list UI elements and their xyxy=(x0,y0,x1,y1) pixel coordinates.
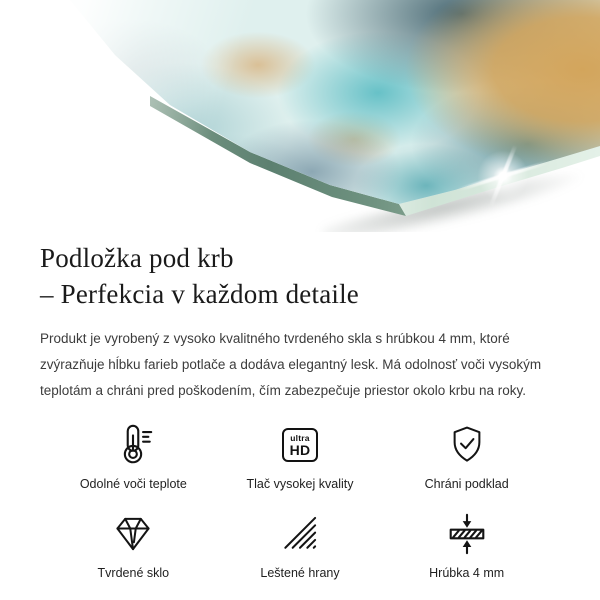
product-photo xyxy=(0,0,600,232)
feature-tempered-glass xyxy=(50,511,217,580)
product-info-section xyxy=(0,232,600,580)
feature-print-quality xyxy=(217,422,384,491)
feature-label: Tlač vysokej kvality xyxy=(246,477,354,491)
feature-polished-edges xyxy=(217,511,384,580)
product-description: Produkt je vyrobený z vysoko kvalitného tvrdeného skla s hrúbkou 4 mm, ktoré zvýrazňuje hĺbku farieb potlače a dodáva elegantný lesk. Má odolnosť voči vysokým teplotám a chráni pred poškodením, čím zabezpečuje priestor okolo krbu na roky. xyxy=(40,331,542,398)
uhd-badge-top: ultra xyxy=(290,432,310,443)
feature-label: Tvrdené sklo xyxy=(97,566,170,580)
thermometer-icon xyxy=(110,422,156,468)
ultra-hd-icon xyxy=(282,422,318,468)
title-line-1: Podložka pod krb xyxy=(40,243,234,273)
shield-check-icon xyxy=(445,422,489,468)
title-line-2: – Perfekcia v každom detaile xyxy=(40,279,359,309)
feature-heat-resistant xyxy=(50,422,217,491)
feature-grid xyxy=(50,422,550,580)
feature-label: Odolné voči teplote xyxy=(79,477,187,491)
uhd-badge-bottom: HD xyxy=(289,441,311,458)
diamond-icon xyxy=(110,511,156,557)
page-title xyxy=(40,240,560,312)
feature-protects-floor xyxy=(383,422,550,491)
feature-label: Leštené hrany xyxy=(260,566,340,580)
polished-edges-icon xyxy=(277,511,323,557)
feature-label: Hrúbka 4 mm xyxy=(429,566,505,580)
feature-label: Chráni podklad xyxy=(424,477,509,491)
thickness-icon xyxy=(444,511,490,557)
feature-thickness xyxy=(383,511,550,580)
